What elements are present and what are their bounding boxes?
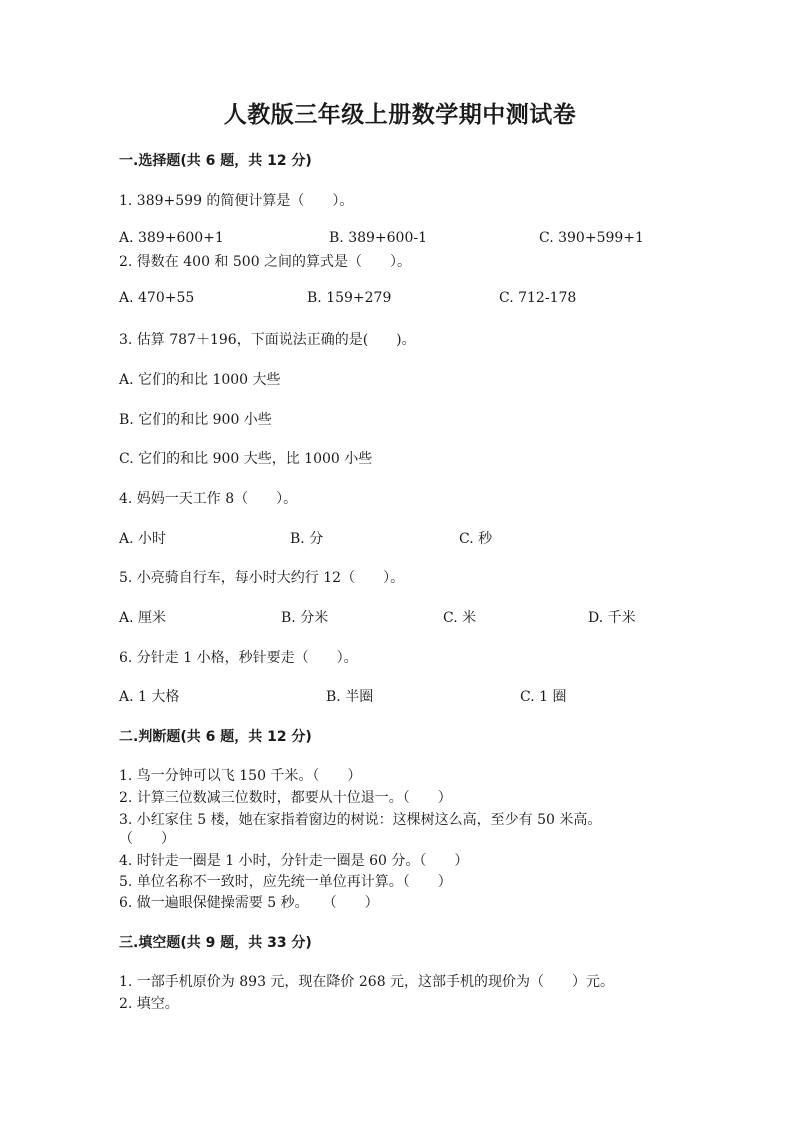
- judge-item-4: 4. 时针走一圈是 1 小时，分针走一圈是 60 分。（ ）: [119, 853, 469, 869]
- question-3-option-c: C. 它们的和比 900 大些，比 1000 小些: [119, 451, 373, 467]
- page-title: 人教版三年级上册数学期中测试卷: [223, 101, 577, 128]
- judge-item-6: 6. 做一遍眼保健操需要 5 秒。 （ ）: [119, 895, 379, 911]
- question-6-option-a: A. 1 大格: [119, 689, 180, 705]
- judge-item-3: 3. 小红家住 5 楼，她在家指着窗边的树说：这棵树这么高，至少有 50 米高。: [119, 812, 602, 828]
- question-6-option-b: B. 半圈: [326, 689, 374, 705]
- judge-item-1: 1. 鸟一分钟可以飞 150 千米。（ ）: [119, 768, 362, 784]
- judge-item-5: 5. 单位名称不一致时，应先统一单位再计算。（ ）: [119, 874, 452, 890]
- fill-item-2: 2. 填空。: [119, 996, 179, 1012]
- section-heading-judge: 二.判断题(共 6 题，共 12 分): [119, 729, 312, 745]
- judge-item-3-bracket: （ ）: [119, 831, 175, 847]
- question-1-option-a: A. 389+600+1: [119, 230, 224, 246]
- question-4-stem: 4. 妈妈一天工作 8（ ）。: [119, 491, 298, 507]
- question-1-option-c: C. 390+599+1: [539, 230, 644, 246]
- question-4-option-b: B. 分: [290, 531, 324, 547]
- question-3-option-b: B. 它们的和比 900 小些: [119, 412, 272, 428]
- question-5-option-b: B. 分米: [281, 610, 329, 626]
- question-2-option-b: B. 159+279: [307, 290, 392, 306]
- question-3-option-a: A. 它们的和比 1000 大些: [119, 372, 281, 388]
- fill-item-1: 1. 一部手机原价为 893 元，现在降价 268 元，这部手机的现价为（ ）元。: [119, 974, 615, 990]
- question-1-option-b: B. 389+600-1: [329, 230, 427, 246]
- question-5-option-c: C. 米: [443, 610, 477, 626]
- question-6-option-c: C. 1 圈: [520, 689, 567, 705]
- question-3-stem: 3. 估算 787＋196，下面说法正确的是( )。: [119, 332, 416, 348]
- question-2-option-a: A. 470+55: [119, 290, 195, 306]
- question-4-option-c: C. 秒: [459, 531, 493, 547]
- judge-item-2: 2. 计算三位数减三位数时，都要从十位退一。（ ）: [119, 790, 452, 806]
- question-2-option-c: C. 712-178: [499, 290, 577, 306]
- question-6-stem: 6. 分针走 1 小格，秒针要走（ ）。: [119, 650, 358, 666]
- question-4-option-a: A. 小时: [119, 531, 167, 547]
- section-heading-choice: 一.选择题(共 6 题，共 12 分): [119, 153, 312, 169]
- question-5-option-d: D. 千米: [588, 610, 636, 626]
- section-heading-fill: 三.填空题(共 9 题，共 33 分): [119, 935, 312, 951]
- question-2-stem: 2. 得数在 400 和 500 之间的算式是（ ）。: [119, 254, 412, 270]
- question-1-stem: 1. 389+599 的简便计算是（ ）。: [119, 193, 354, 209]
- question-5-option-a: A. 厘米: [119, 610, 167, 626]
- question-5-stem: 5. 小亮骑自行车，每小时大约行 12（ ）。: [119, 570, 405, 586]
